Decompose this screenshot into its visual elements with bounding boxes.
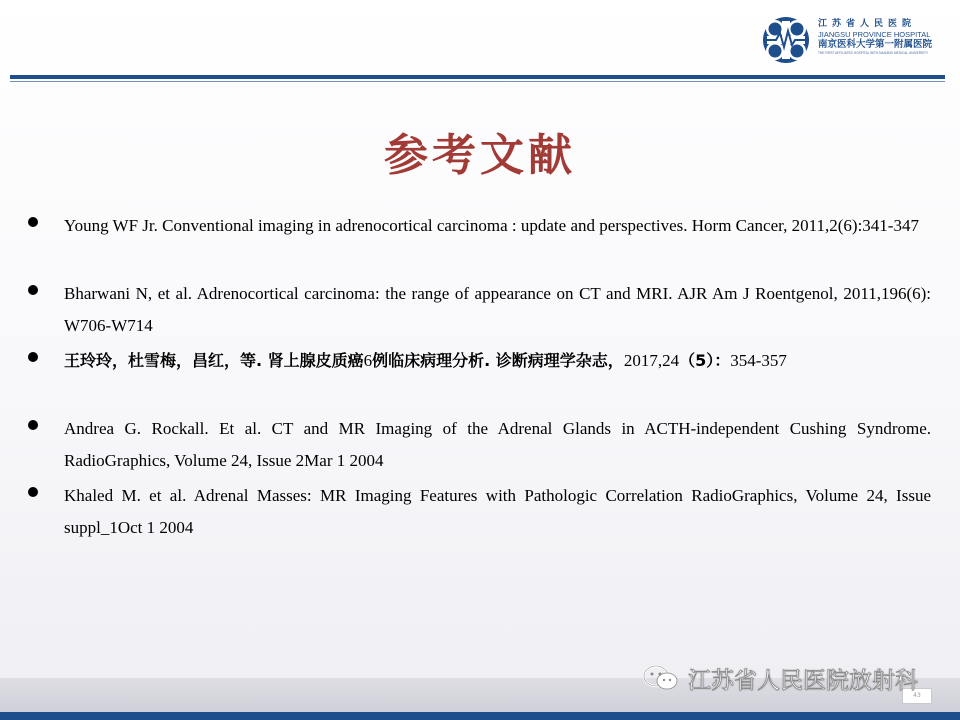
logo-affiliate-en: THE FIRST AFFILIATED HOSPITAL WITH NANJING MEDICAL UNIVERSITY [818, 51, 929, 55]
reference-text: Young WF Jr. Conventional imaging in adrenocortical carcinoma : update and perspectives. Horm Cancer, 2011,2(6):341-347 [64, 216, 919, 235]
header-divider-thin [10, 81, 945, 82]
watermark-text: 江苏省人民医院放射科 [688, 667, 918, 694]
wechat-icon [642, 663, 680, 693]
reference-text [64, 345, 931, 377]
wechat-watermark [642, 660, 918, 696]
bullet-icon [28, 217, 38, 227]
bullet-icon [28, 420, 38, 430]
header-divider [10, 75, 945, 79]
bullet-icon [28, 487, 38, 497]
reference-case-count: 6 [363, 351, 373, 370]
bullet-icon [28, 352, 38, 362]
logo-affiliate-cn: 南京医科大学第一附属医院 [818, 39, 933, 50]
footer-bar [0, 712, 960, 720]
logo-name-en: JIANGSU PROVINCE HOSPITAL [818, 30, 931, 39]
logo-name-cn: 江苏省人民医院 [818, 19, 917, 29]
reference-text: Bharwani N, et al. Adrenocortical carcinoma: the range of appearance on CT and MRI. AJR Am J Roentgenol, 2011,196(6): W706-W714 [64, 284, 931, 335]
reference-text: Khaled M. et al. Adrenal Masses: MR Imaging Features with Pathologic Correlation RadioGraphics, Volume 24, Issue suppl_1Oct 1 2004 [64, 486, 931, 537]
bullet-icon [28, 285, 38, 295]
reference-pages: 354-357 [730, 351, 787, 370]
reference-authors-title-cn: 王玲玲，杜雪梅，昌红，等. 肾上腺皮质癌 [64, 351, 364, 370]
hospital-logo [761, 15, 943, 67]
reference-text: Andrea G. Rockall. Et al. CT and MR Imaging of the Adrenal Glands in ACTH-independent Cushing Syndrome. RadioGraphics, Volume 24, Issue 2Mar 1 2004 [64, 419, 931, 470]
slide-title: 参考文献 [384, 130, 576, 181]
hospital-emblem-icon [761, 15, 811, 65]
reference-issue: （5）： [679, 351, 731, 370]
page-number: 43 [902, 688, 932, 704]
reference-title-journal-cn: 例临床病理分析. 诊断病理学杂志， [372, 351, 624, 370]
reference-year-volume: 2017,24 [623, 351, 680, 370]
